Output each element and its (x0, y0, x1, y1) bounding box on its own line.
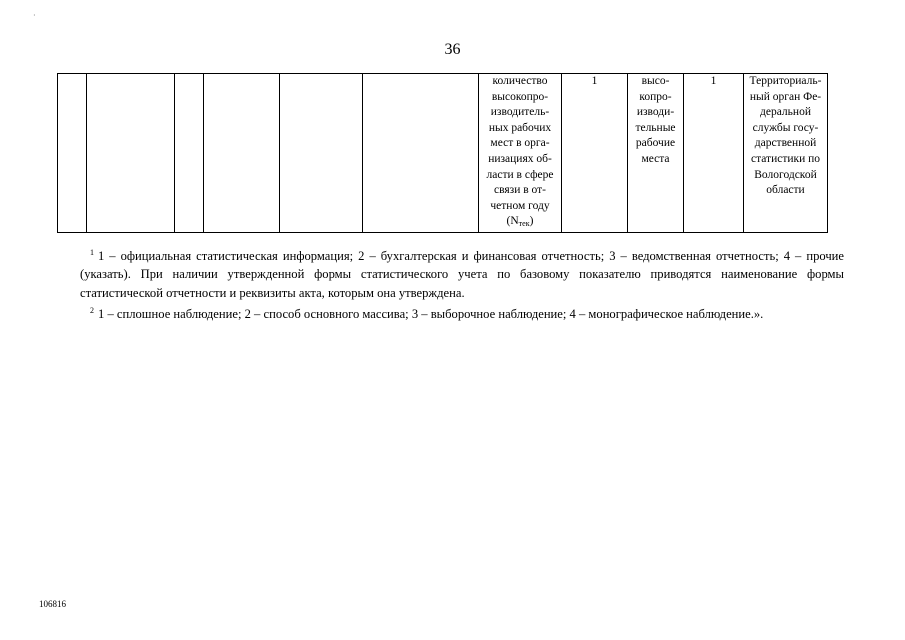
cell-text-line: службы госу- (752, 121, 819, 134)
cell-text-line: мест в орга- (490, 137, 550, 150)
cell-text-line: изводи- (636, 106, 675, 119)
cell-text-line: области (766, 184, 805, 197)
indicator-symbol: $(N_{тек})$ (506, 215, 534, 229)
indicator-name-text (480, 74, 560, 214)
cell-text-line: рабочие (635, 137, 676, 150)
footnotes (80, 244, 844, 324)
cell-text-line: места (641, 152, 670, 165)
cell-text-line: ных рабочих (488, 121, 552, 134)
footnote-2 (80, 302, 844, 323)
responsible-body-cell (744, 74, 828, 233)
indicator-name-cell (479, 74, 562, 233)
base-indicator-text (629, 74, 682, 168)
indicator-table (57, 73, 828, 233)
cell-text-line: низациях об- (488, 152, 552, 165)
observation-method-cell: 1 (684, 74, 744, 233)
responsible-body-text (745, 74, 826, 199)
cell-text-line: деральной (760, 106, 811, 119)
cell-text-line: высо- (641, 75, 670, 87)
cell-text-line: тельные (635, 121, 676, 134)
table-row (58, 74, 828, 233)
footnote-mark: 1 (90, 248, 94, 257)
footnote-text: 1 – официальная статистическая информация; 2 – бухгалтерская и финансовая отчетность; 3 – ведомственная отчетность; 4 – прочие (указать). При наличии утвержденной формы статистического учета по базовому показателю приводятся наименование формы статистической отчетности и реквизиты акта, которым она утверждена. (80, 249, 844, 300)
cell-text-line: изводитель- (490, 106, 550, 119)
footnote-1 (80, 244, 844, 302)
cell-text-line: четном году (490, 199, 550, 212)
page-number: 36 (444, 41, 461, 58)
empty-cell-3 (175, 74, 204, 233)
cell-text-line: высокопро- (491, 90, 549, 103)
empty-cell-5 (280, 74, 363, 233)
corner-mark: · (33, 11, 36, 20)
footnote-mark: 2 (90, 306, 94, 316)
document-code: 106816 (39, 599, 66, 609)
empty-cell-1 (58, 74, 87, 233)
cell-text-line: Вологодской (754, 168, 817, 181)
empty-cell-6 (363, 74, 479, 233)
cell-text-line: статистики по (750, 152, 821, 165)
cell-text-line: ласти в сфере (486, 168, 554, 181)
source-type-cell: 1 (562, 74, 628, 233)
empty-cell-4 (204, 74, 280, 233)
cell-text-line: связи в от- (493, 184, 546, 197)
cell-text-line: Территориаль- (749, 75, 822, 87)
footnote-text: 1 – сплошное наблюдение; 2 – способ основного массива; 3 – выборочное наблюдение; 4 – монографическое наблюдение.». (98, 307, 764, 322)
cell-text-line: количество (492, 75, 548, 87)
cell-text-line: ный орган Фе- (749, 90, 822, 103)
empty-cell-2 (87, 74, 175, 233)
cell-text-line: копро- (639, 90, 672, 103)
base-indicator-cell (628, 74, 684, 233)
cell-text-line: дарственной (754, 137, 817, 150)
